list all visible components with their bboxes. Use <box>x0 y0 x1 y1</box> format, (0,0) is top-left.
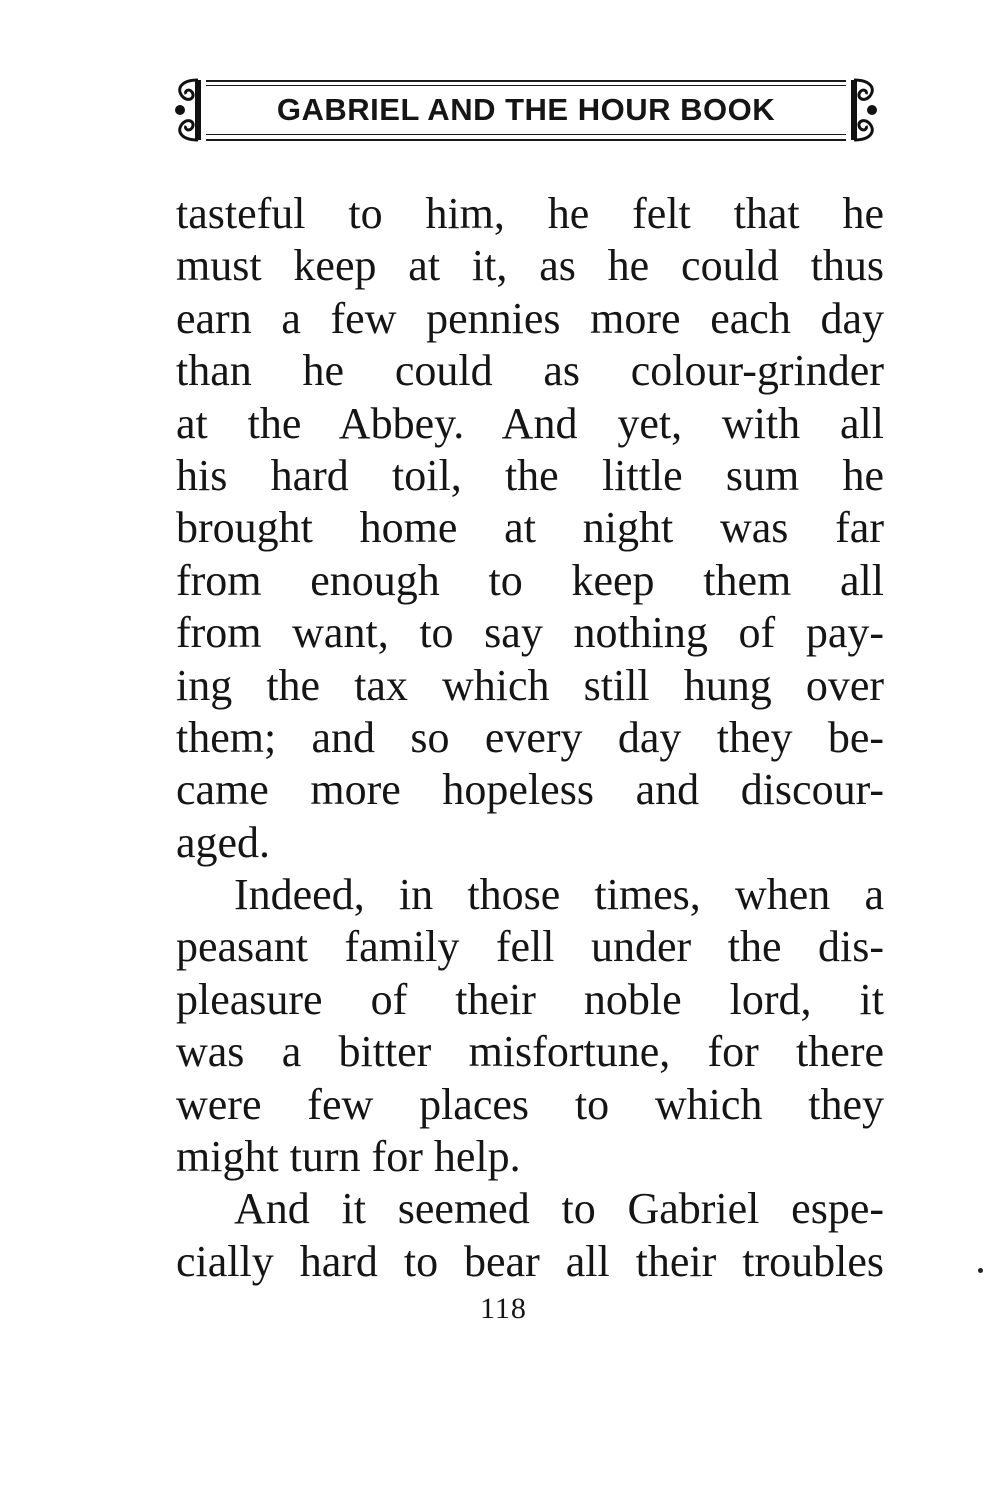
text-line: at the Abbey. And yet, with all <box>176 398 884 448</box>
text-line: than he could as colour-grinder <box>176 346 884 396</box>
scroll-ornament-right-icon <box>846 76 884 144</box>
text-line: came more hopeless and discour- <box>176 765 884 815</box>
text-line: brought home at night was far <box>176 503 884 553</box>
text-line: tasteful to him, he felt that he <box>176 189 884 238</box>
text-line: his hard toil, the little sum he <box>176 450 884 500</box>
text-line: were few places to which they <box>176 1079 884 1129</box>
text-line: aged. <box>176 817 271 867</box>
paragraph <box>176 188 884 869</box>
head-rule-bottom <box>206 139 846 141</box>
text-line: cially hard to bear all their troubles <box>176 1236 884 1286</box>
ink-speck <box>978 1268 983 1273</box>
text-line: earn a few pennies more each day <box>176 293 884 343</box>
text-line: Indeed, in those times, when a <box>234 870 884 920</box>
running-head-title: GABRIEL AND THE HOUR BOOK <box>276 92 776 127</box>
text-line: from want, to say nothing of pay- <box>176 608 884 658</box>
text-line: might turn for help. <box>176 1132 521 1182</box>
page-number: 118 <box>480 1292 527 1325</box>
scroll-ornament-left-icon <box>168 76 206 144</box>
head-rule-top-thin <box>206 85 846 86</box>
head-rule-top <box>206 80 846 82</box>
text-line: from enough to keep them all <box>176 555 884 605</box>
text-line: was a bitter misfortune, for there <box>176 1027 884 1077</box>
running-head <box>168 76 884 148</box>
head-rule-bottom-thin <box>206 134 846 135</box>
text-line: must keep at it, as he could thus <box>176 241 884 291</box>
text-line: them; and so every day they be- <box>176 712 884 762</box>
body-text <box>176 188 884 1288</box>
text-line: ing the tax which still hung over <box>176 660 884 710</box>
text-line: pleasure of their noble lord, it <box>176 974 884 1024</box>
text-line: And it seemed to Gabriel espe- <box>234 1184 884 1234</box>
paragraph <box>176 1183 884 1288</box>
text-line: peasant family fell under the dis- <box>176 922 884 972</box>
paragraph <box>176 869 884 1183</box>
